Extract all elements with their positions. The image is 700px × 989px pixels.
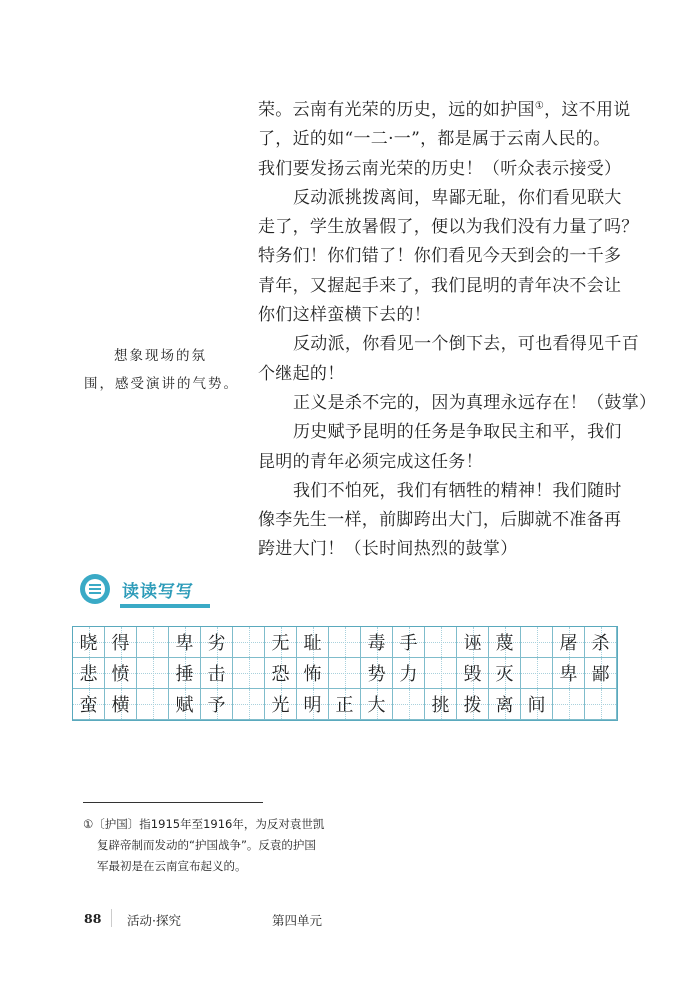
grid-cell (553, 689, 585, 720)
side-note-line: 围，感受演讲的气势。 (84, 376, 239, 392)
grid-cell (105, 658, 137, 689)
grid-character: 晓 (79, 633, 98, 654)
grid-character: 耻 (303, 633, 322, 654)
grid-cell (137, 689, 169, 720)
text-line (258, 477, 638, 506)
grid-character: 蔑 (495, 633, 514, 654)
speech-text (258, 96, 657, 565)
section-number-three-icon (80, 574, 110, 604)
grid-cell (329, 658, 361, 689)
text-span: 跨进大门！（长时间热烈的鼓掌） (258, 539, 518, 560)
text-span: 反动派挑拨离间，卑鄙无耻，你们看见联大 (293, 187, 622, 208)
grid-cell (169, 689, 201, 720)
text-span: 昆明的青年必须完成这任务！ (258, 451, 483, 472)
grid-cell (393, 658, 425, 689)
grid-character: 予 (207, 695, 226, 716)
text-line (258, 418, 638, 447)
grid-cell (361, 689, 393, 720)
grid-cell (233, 627, 265, 658)
grid-cell (73, 689, 105, 720)
grid-cell (137, 627, 169, 658)
grid-cell (169, 658, 201, 689)
grid-cell (233, 658, 265, 689)
grid-cell (329, 627, 361, 658)
grid-cell (489, 689, 521, 720)
grid-character: 得 (111, 633, 130, 654)
side-note-line: 想象现场的氛 (114, 348, 207, 364)
grid-cell (73, 627, 105, 658)
grid-cell (297, 689, 329, 720)
text-span: 你们这样蛮横下去的！ (258, 305, 431, 326)
grid-cell (105, 627, 137, 658)
grid-character: 屠 (559, 633, 578, 654)
grid-cell (425, 689, 457, 720)
grid-character: 势 (367, 664, 386, 685)
grid-cell (457, 658, 489, 689)
text-span: 走了，学生放暑假了，便以为我们没有力量了吗？ (258, 217, 639, 238)
text-line (258, 213, 638, 242)
grid-character: 毒 (367, 633, 386, 654)
grid-character: 光 (271, 695, 290, 716)
grid-cell (201, 658, 233, 689)
text-line (258, 125, 638, 154)
grid-cell (361, 627, 393, 658)
text-line (258, 96, 638, 125)
grid-cell (265, 658, 297, 689)
grid-cell (425, 658, 457, 689)
grid-cell (201, 689, 233, 720)
grid-character: 鄙 (591, 664, 610, 685)
text-line (258, 360, 638, 389)
text-span: 了，近的如“一二·一”，都是属于云南人民的。 (258, 129, 611, 150)
grid-character: 明 (303, 695, 322, 716)
grid-cell (489, 627, 521, 658)
footnote (83, 814, 324, 877)
grid-character: 手 (399, 633, 418, 654)
text-line (258, 389, 657, 418)
footnote-ref: ① (534, 100, 545, 112)
grid-character: 无 (271, 633, 290, 654)
section-underline (120, 604, 210, 608)
grid-cell (585, 658, 617, 689)
grid-cell (457, 627, 489, 658)
side-note (84, 342, 244, 398)
footnote-line: ①〔护国〕指1915年至1916年，为反对袁世凯 (83, 817, 325, 831)
grid-character: 诬 (463, 633, 482, 654)
text-span: 我们要发扬云南光荣的历史！（听众表示接受） (258, 158, 622, 179)
grid-character: 挑 (431, 695, 450, 716)
footnote-line: 军最初是在云南宣布起义的。 (97, 859, 247, 873)
grid-character: 恐 (271, 664, 290, 685)
grid-character: 间 (527, 695, 546, 716)
grid-character: 力 (399, 664, 418, 685)
grid-cell (425, 627, 457, 658)
footnote-line: 复辟帝制而发动的“护国战争”。反袁的护国 (97, 838, 316, 852)
grid-character: 悲 (79, 664, 98, 685)
footer-divider (111, 909, 112, 927)
text-line (258, 184, 638, 213)
grid-character: 捶 (175, 664, 194, 685)
grid-character: 毁 (463, 664, 482, 685)
grid-character: 蛮 (79, 695, 98, 716)
grid-character: 离 (495, 695, 514, 716)
grid-cell (297, 658, 329, 689)
word-grid (72, 626, 618, 721)
grid-cell (585, 689, 617, 720)
text-span: 个继起的！ (258, 363, 345, 384)
grid-cell (457, 689, 489, 720)
grid-cell (489, 658, 521, 689)
text-span: 青年，又握起手来了，我们昆明的青年决不会让 (258, 275, 622, 296)
text-span: 特务们！你们错了！你们看见今天到会的一千多 (258, 246, 622, 267)
grid-character: 击 (207, 664, 226, 685)
grid-cell (297, 627, 329, 658)
text-line (258, 272, 638, 301)
text-line (258, 535, 638, 564)
footer-unit: 第四单元 (272, 913, 323, 928)
grid-cell (73, 658, 105, 689)
grid-cell (521, 627, 553, 658)
grid-character: 怖 (303, 664, 322, 685)
text-span: ，这不用说 (544, 100, 631, 120)
text-line (258, 330, 638, 359)
grid-cell (233, 689, 265, 720)
grid-cell (169, 627, 201, 658)
text-line (258, 506, 638, 535)
grid-cell (521, 689, 553, 720)
text-span: 像李先生一样，前脚跨出大门，后脚就不准备再 (258, 510, 622, 531)
grid-cell (265, 689, 297, 720)
footer-section: 活动·探究 (127, 913, 181, 928)
text-line (258, 155, 638, 184)
section-title: 读读写写 (122, 582, 194, 602)
grid-character: 卑 (559, 664, 578, 685)
grid-cell (201, 627, 233, 658)
grid-character: 愤 (111, 664, 130, 685)
grid-character: 杀 (591, 633, 610, 654)
grid-cell (105, 689, 137, 720)
grid-character: 劣 (207, 633, 226, 654)
page-number: 88 (84, 911, 102, 926)
grid-character: 横 (111, 695, 130, 716)
footnote-divider (83, 802, 263, 803)
text-span: 荣。云南有光荣的历史，远的如护国 (258, 100, 535, 120)
grid-character: 赋 (175, 695, 194, 716)
grid-character: 灭 (495, 664, 514, 685)
grid-character: 卑 (175, 633, 194, 654)
grid-cell (329, 689, 361, 720)
text-span: 反动派，你看见一个倒下去，可也看得见千百 (293, 334, 639, 355)
grid-character: 大 (367, 695, 386, 716)
grid-character: 正 (335, 695, 354, 716)
grid-cell (393, 627, 425, 658)
grid-cell (265, 627, 297, 658)
text-span: 正义是杀不完的，因为真理永远存在！（鼓掌） (293, 392, 657, 413)
text-span: 历史赋予昆明的任务是争取民主和平，我们 (293, 422, 622, 443)
grid-character: 拨 (463, 695, 482, 716)
grid-cell (393, 689, 425, 720)
grid-cell (137, 658, 169, 689)
grid-cell (553, 658, 585, 689)
grid-cell (553, 627, 585, 658)
grid-cell (585, 627, 617, 658)
text-line (258, 301, 638, 330)
grid-cell (361, 658, 393, 689)
text-line (258, 242, 638, 271)
text-span: 我们不怕死，我们有牺牲的精神！我们随时 (293, 480, 622, 501)
grid-cell (521, 658, 553, 689)
text-line (258, 448, 638, 477)
